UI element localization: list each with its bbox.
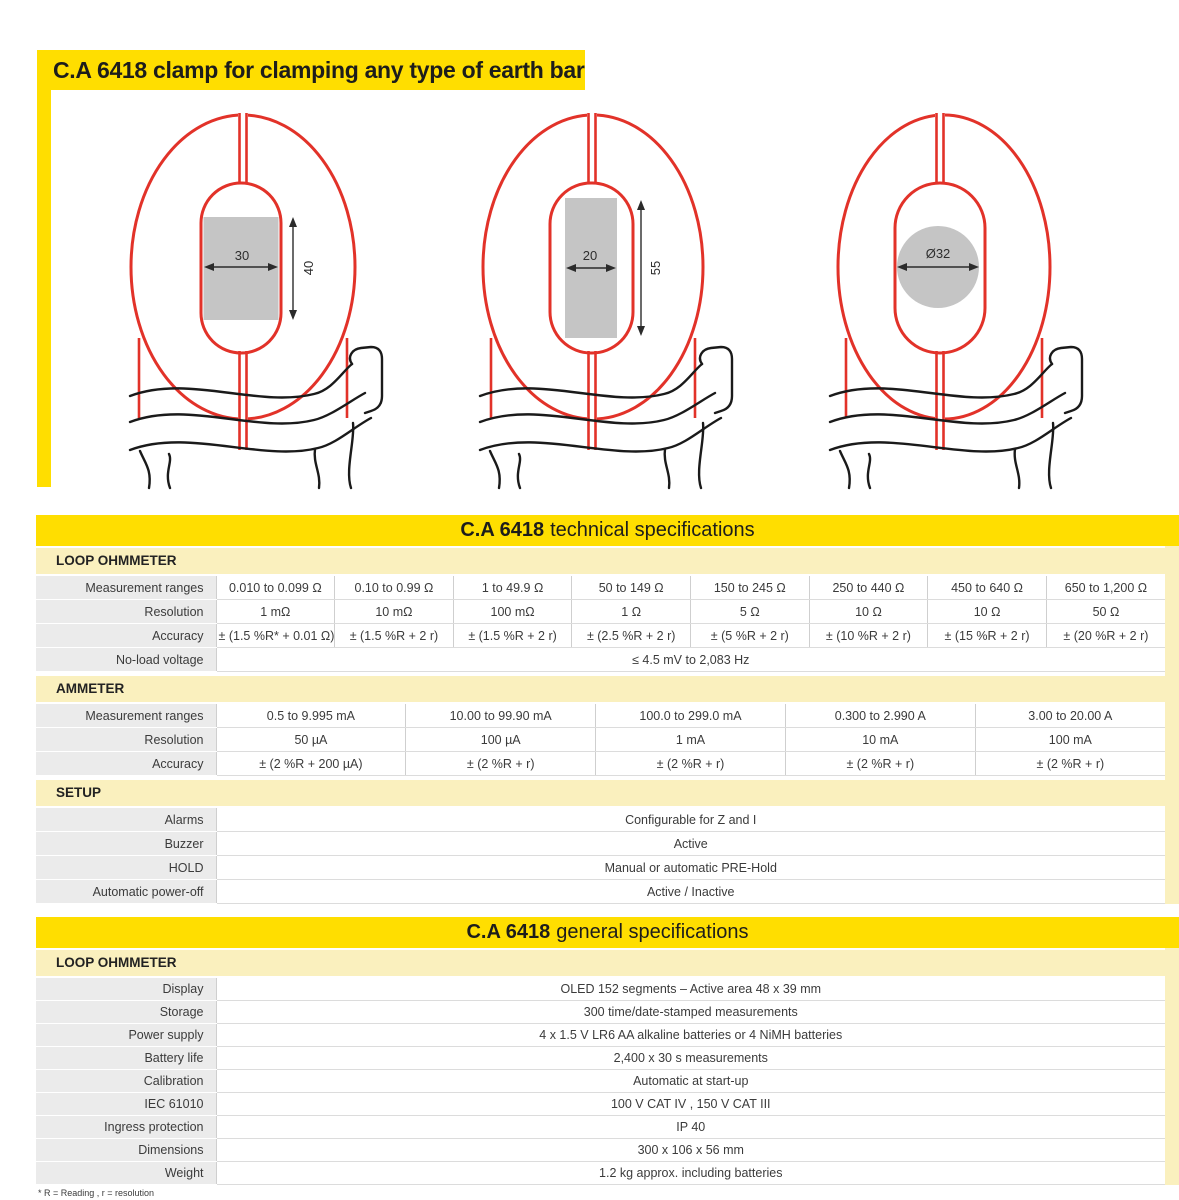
banner-model: C.A 6418 — [460, 519, 545, 541]
spec-cell: 4 x 1.5 V LR6 AA alkaline batteries or 4 NiMH batteries — [216, 1024, 1165, 1047]
spec-cell: Manual or automatic PRE-Hold — [216, 856, 1165, 880]
row-label: Display — [36, 978, 216, 1001]
spec-cell: Automatic at start-up — [216, 1070, 1165, 1093]
spec-cell: ± (1.5 %R* + 0.01 Ω) — [216, 624, 335, 648]
spec-cell: ± (2 %R + r) — [975, 752, 1165, 776]
table-row — [36, 832, 1165, 856]
table-row — [36, 624, 1165, 648]
spec-cell: 0.10 to 0.99 Ω — [335, 576, 454, 600]
banner-subtitle: general specifications — [556, 921, 749, 943]
spec-cell: 10 Ω — [809, 600, 928, 624]
section-loop-ohmmeter: LOOP OHMMETER — [36, 548, 1179, 574]
banner-subtitle: technical specifications — [550, 519, 755, 541]
height-dimension-arrow-icon — [289, 217, 297, 320]
table-row — [36, 1001, 1165, 1024]
diameter-dimension-label: Ø32 — [925, 246, 951, 261]
general-specifications-tables — [36, 948, 1179, 1185]
spec-cell: 150 to 245 Ω — [691, 576, 810, 600]
row-label: Battery life — [36, 1047, 216, 1070]
table-row — [36, 600, 1165, 624]
spec-cell: 50 Ω — [1046, 600, 1165, 624]
spec-cell: 0.010 to 0.099 Ω — [216, 576, 335, 600]
general-table — [36, 978, 1165, 1185]
table-row — [36, 576, 1165, 600]
table-right-accent — [1165, 546, 1179, 904]
spec-cell: 1 Ω — [572, 600, 691, 624]
spec-cell: ± (5 %R + 2 r) — [691, 624, 810, 648]
spec-cell: 1 mΩ — [216, 600, 335, 624]
table-row — [36, 1116, 1165, 1139]
spec-cell: ± (1.5 %R + 2 r) — [453, 624, 572, 648]
page-title — [37, 50, 585, 90]
spec-cell: ± (1.5 %R + 2 r) — [335, 624, 454, 648]
width-dimension-label: 30 — [234, 248, 250, 263]
setup-table — [36, 808, 1165, 904]
spec-cell: 10.00 to 99.90 mA — [406, 704, 596, 728]
spec-cell: Active — [216, 832, 1165, 856]
spec-cell: 1.2 kg approx. including batteries — [216, 1162, 1165, 1185]
spec-cell: IP 40 — [216, 1116, 1165, 1139]
yellow-accent-bar — [37, 50, 51, 487]
earth-bar-section-rect — [204, 217, 279, 320]
spec-cell: Active / Inactive — [216, 880, 1165, 904]
height-dimension-label: 55 — [648, 260, 663, 276]
spec-cell: 10 mA — [785, 728, 975, 752]
row-label: Measurement ranges — [36, 576, 216, 600]
row-label: Weight — [36, 1162, 216, 1185]
row-label: Dimensions — [36, 1139, 216, 1162]
spec-cell: 10 mΩ — [335, 600, 454, 624]
row-label: Calibration — [36, 1070, 216, 1093]
row-label: Alarms — [36, 808, 216, 832]
height-dimension-label: 40 — [301, 260, 316, 276]
spec-cell: ± (2 %R + r) — [785, 752, 975, 776]
row-label: Resolution — [36, 600, 216, 624]
row-label: Accuracy — [36, 624, 216, 648]
table-row — [36, 880, 1165, 904]
spec-cell: 0.300 to 2.990 A — [785, 704, 975, 728]
clamp-diagram-bar-30x40 — [118, 100, 383, 490]
section-setup: SETUP — [36, 780, 1179, 806]
spec-cell: 300 x 106 x 56 mm — [216, 1139, 1165, 1162]
spec-cell: ± (2 %R + r) — [596, 752, 786, 776]
section-loop-ohmmeter-general: LOOP OHMMETER — [36, 950, 1179, 976]
row-label: Power supply — [36, 1024, 216, 1047]
spec-cell: ± (15 %R + 2 r) — [928, 624, 1047, 648]
spec-cell: 450 to 640 Ω — [928, 576, 1047, 600]
spec-cell: 10 Ω — [928, 600, 1047, 624]
row-label: Measurement ranges — [36, 704, 216, 728]
spec-cell: 100.0 to 299.0 mA — [596, 704, 786, 728]
table-row — [36, 1093, 1165, 1116]
general-specifications-banner — [36, 917, 1179, 948]
spec-cell: Configurable for Z and I — [216, 808, 1165, 832]
spec-cell: ± (2 %R + r) — [406, 752, 596, 776]
spec-cell: 300 time/date-stamped measurements — [216, 1001, 1165, 1024]
table-row — [36, 728, 1165, 752]
spec-cell: 50 to 149 Ω — [572, 576, 691, 600]
clamp-diagram-round-32 — [818, 100, 1083, 490]
row-label: Buzzer — [36, 832, 216, 856]
spec-cell: 250 to 440 Ω — [809, 576, 928, 600]
table-row — [36, 978, 1165, 1001]
loop-ohmmeter-table — [36, 576, 1165, 672]
spec-cell: 0.5 to 9.995 mA — [216, 704, 406, 728]
row-label: HOLD — [36, 856, 216, 880]
spec-cell: 5 Ω — [691, 600, 810, 624]
spec-cell: ± (2.5 %R + 2 r) — [572, 624, 691, 648]
tech-specifications-banner — [36, 515, 1179, 546]
page-title-text: C.A 6418 clamp for clamping any type of earth bar — [53, 57, 585, 83]
spec-cell: ± (20 %R + 2 r) — [1046, 624, 1165, 648]
spec-cell: 650 to 1,200 Ω — [1046, 576, 1165, 600]
ammeter-table — [36, 704, 1165, 776]
table-row — [36, 1070, 1165, 1093]
table-row — [36, 704, 1165, 728]
table-row — [36, 1047, 1165, 1070]
spec-cell: 1 to 49.9 Ω — [453, 576, 572, 600]
banner-model: C.A 6418 — [466, 921, 551, 943]
footnote: * R = Reading , r = resolution — [38, 1188, 155, 1198]
spec-cell: 2,400 x 30 s measurements — [216, 1047, 1165, 1070]
tech-specifications-tables — [36, 546, 1179, 904]
table-row — [36, 1139, 1165, 1162]
spec-cell: 100 mΩ — [453, 600, 572, 624]
width-dimension-label: 20 — [582, 248, 598, 263]
spec-cell: 100 µA — [406, 728, 596, 752]
row-label: Automatic power-off — [36, 880, 216, 904]
row-label: IEC 61010 — [36, 1093, 216, 1116]
table-row — [36, 752, 1165, 776]
height-dimension-arrow-icon — [637, 200, 645, 336]
spec-cell: 1 mA — [596, 728, 786, 752]
spec-cell: 3.00 to 20.00 A — [975, 704, 1165, 728]
table-row — [36, 1024, 1165, 1047]
row-label: No-load voltage — [36, 648, 216, 672]
spec-cell: ≤ 4.5 mV to 2,083 Hz — [216, 648, 1165, 672]
spec-cell: ± (10 %R + 2 r) — [809, 624, 928, 648]
spec-cell: 50 µA — [216, 728, 406, 752]
spec-cell: 100 mA — [975, 728, 1165, 752]
section-ammeter: AMMETER — [36, 676, 1179, 702]
clamp-diagram-bar-20x55 — [468, 100, 733, 490]
table-row — [36, 1162, 1165, 1185]
table-row — [36, 648, 1165, 672]
table-right-accent — [1165, 948, 1179, 1185]
row-label: Ingress protection — [36, 1116, 216, 1139]
spec-cell: ± (2 %R + 200 µA) — [216, 752, 406, 776]
table-row — [36, 856, 1165, 880]
row-label: Resolution — [36, 728, 216, 752]
table-row — [36, 808, 1165, 832]
row-label: Storage — [36, 1001, 216, 1024]
row-label: Accuracy — [36, 752, 216, 776]
spec-cell: 100 V CAT IV , 150 V CAT III — [216, 1093, 1165, 1116]
spec-cell: OLED 152 segments – Active area 48 x 39 mm — [216, 978, 1165, 1001]
